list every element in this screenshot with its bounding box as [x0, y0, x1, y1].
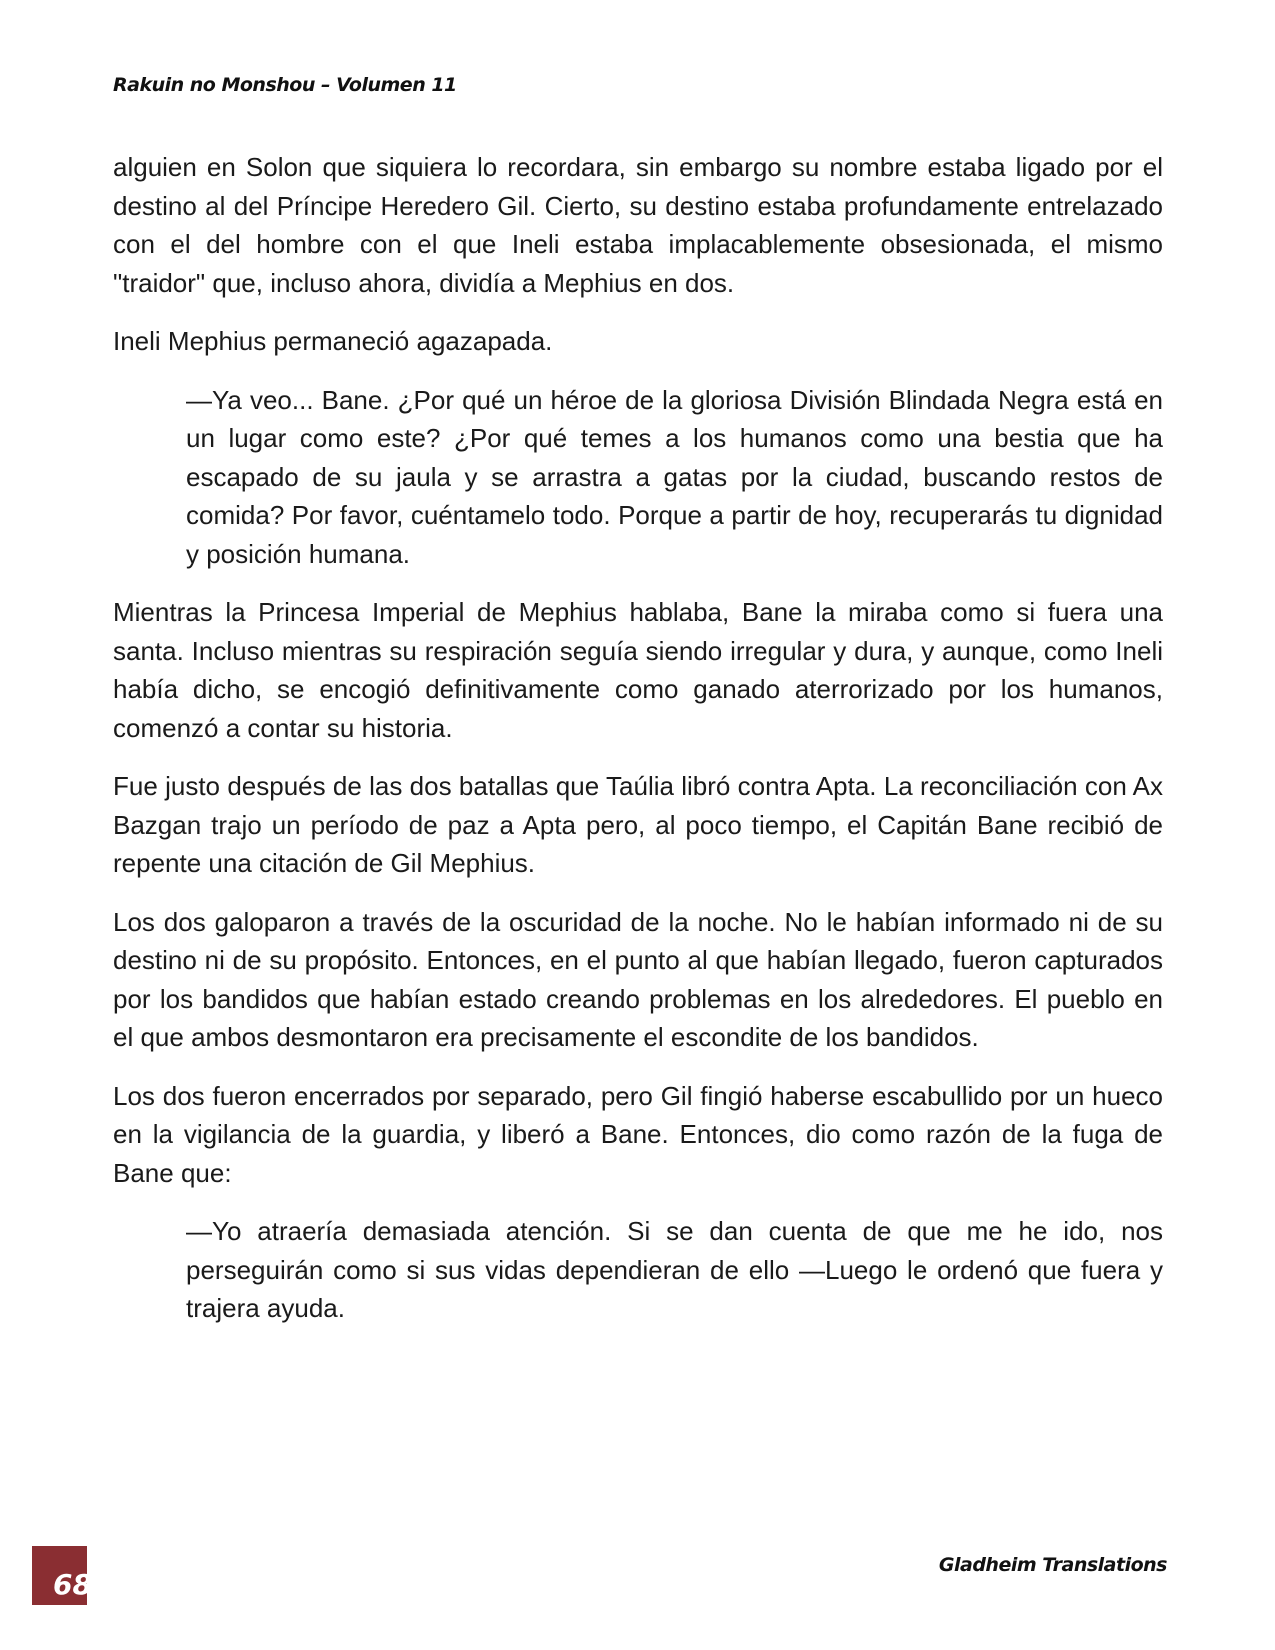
page-number: 68	[53, 1568, 92, 1601]
dialogue-paragraph: —Yo atraería demasiada atención. Si se dan cuenta de que me he ido, nos perseguirán como si sus vidas dependieran de ello —Luego le ordenó que fuera y trajera ayuda.	[186, 1216, 1163, 1323]
page-number-underline	[32, 1602, 87, 1605]
footer-credit: Gladheim Translations	[938, 1554, 1167, 1576]
paragraph: alguien en Solon que siquiera lo recordara, sin embargo su nombre estaba ligado por el destino al del Príncipe Heredero Gil. Cierto, su destino estaba profundamente entrelazado con el del hombre con el que Ineli estaba implacablemente obsesionada, el mismo "traidor" que, incluso ahora, dividía a Mephius en dos.	[113, 152, 1163, 298]
running-header: Rakuin no Monshou – Volumen 11	[113, 74, 457, 96]
paragraph: Ineli Mephius permaneció agazapada.	[113, 326, 553, 356]
body-text	[113, 148, 1163, 1348]
paragraph: Los dos fueron encerrados por separado, pero Gil fingió haberse escabullido por un hueco en la vigilancia de la guardia, y liberó a Bane. Entonces, dio como razón de la fuga de Bane que:	[113, 1080, 1163, 1188]
dialogue-paragraph: —Ya veo... Bane. ¿Por qué un héroe de la gloriosa División Blindada Negra está en un lugar como este? ¿Por qué temes a los humanos como una bestia que ha escapado de su jaula y se arrastra a gatas por la ciudad, buscando restos de comida? Por favor, cuéntamelo todo. Porque a partir de hoy, recuperarás tu dignidad y posición humana.	[186, 384, 1163, 569]
paragraph: Los dos galoparon a través de la oscuridad de la noche. No le habían informado ni de su destino ni de su propósito. Entonces, en el punto al que habían llegado, fueron capturados por los bandidos que habían estado creando problemas en los alrededores. El pueblo en el que ambos desmontaron era precisamente el escondite de los bandidos.	[113, 906, 1163, 1052]
page-number-badge	[32, 1546, 92, 1604]
paragraph: Mientras la Princesa Imperial de Mephius hablaba, Bane la miraba como si fuera una santa. Incluso mientras su respiración seguía siendo irregular y dura, y aunque, como Ineli había dicho, se encogió definitivamente como ganado aterrorizado por los humanos, comenzó a contar su historia.	[113, 597, 1163, 743]
paragraph: Fue justo después de las dos batallas que Taúlia libró contra Apta. La reconciliación con Ax Bazgan trajo un período de paz a Apta pero, al poco tiempo, el Capitán Bane recibió de repente una citación de Gil Mephius.	[113, 771, 1163, 878]
